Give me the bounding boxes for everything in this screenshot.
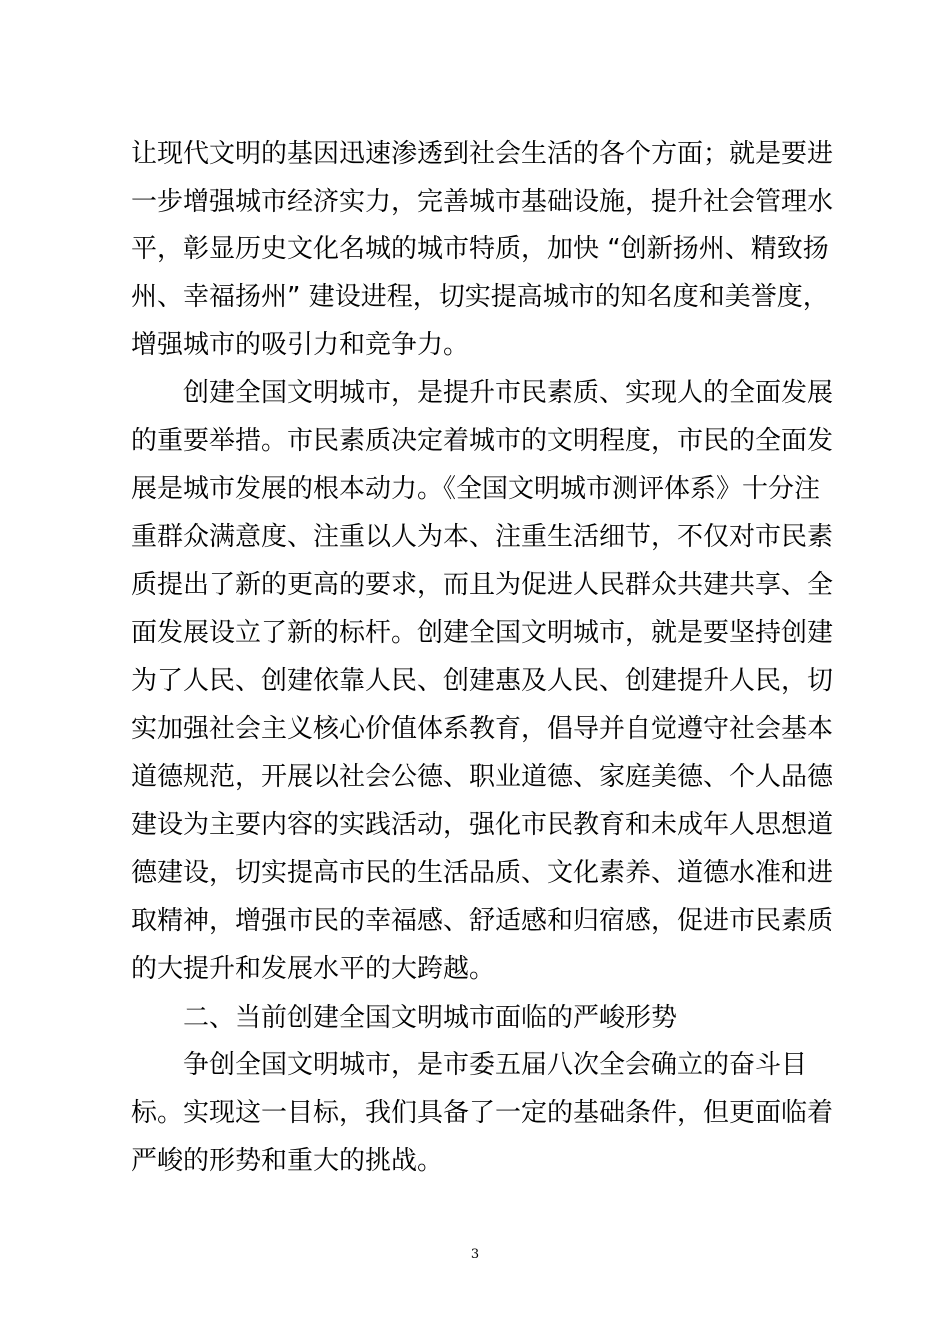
line-text: 面发展设立了新的标杆。创建全国文明城市，就是要坚持创建 (131, 618, 834, 648)
text-line (0, 425, 950, 457)
text-line (0, 857, 950, 889)
line-text: 实加强社会主义核心价值体系教育，倡导并自觉遵守社会基本 (131, 714, 834, 744)
text-line (0, 521, 950, 553)
line-text: 为了人民、创建依靠人民、创建惠及人民、创建提升人民，切 (131, 666, 834, 696)
line-text: 州、幸福扬州” 建设进程，切实提高城市的知名度和美誉度， (131, 282, 829, 312)
text-line (0, 473, 950, 505)
line-text: 的重要举措。市民素质决定着城市的文明程度，市民的全面发 (131, 426, 834, 456)
text-line (0, 281, 950, 313)
line-text: 创建全国文明城市，是提升市民素质、实现人的全面发展 (183, 378, 834, 408)
text-line (0, 905, 950, 937)
line-text: 平，彰显历史文化名城的城市特质，加快 “创新扬州、精致扬 (131, 234, 829, 264)
text-line (0, 233, 950, 265)
text-line (0, 809, 950, 841)
text-line (0, 761, 950, 793)
line-text: 展是城市发展的根本动力。《全国文明城市测评体系》十分注 (131, 474, 821, 504)
line-text: 建设为主要内容的实践活动，强化市民教育和未成年人思想道 (131, 810, 834, 840)
line-text: 争创全国文明城市，是市委五届八次全会确立的奋斗目 (183, 1050, 808, 1080)
text-line (0, 186, 950, 218)
line-text: 严峻的形势和重大的挑战。 (131, 1146, 444, 1176)
line-text: 增强城市的吸引力和竞争力。 (131, 330, 470, 360)
text-line (0, 665, 950, 697)
text-line (0, 138, 950, 170)
line-text: 德建设，切实提高市民的生活品质、文化素养、道德水准和进 (131, 858, 834, 888)
line-text: 的大提升和发展水平的大跨越。 (131, 954, 496, 984)
line-text: 标。实现这一目标，我们具备了一定的基础条件，但更面临着 (131, 1098, 834, 1128)
line-text: 道德规范，开展以社会公德、职业道德、家庭美德、个人品德 (131, 762, 834, 792)
text-line (0, 713, 950, 745)
text-line (0, 329, 950, 361)
text-line (0, 617, 950, 649)
line-text: 一步增强城市经济实力，完善城市基础设施，提升社会管理水 (131, 187, 834, 217)
line-text: 让现代文明的基因迅速渗透到社会生活的各个方面；就是要进 (131, 139, 834, 169)
line-text: 取精神，增强市民的幸福感、舒适感和归宿感，促进市民素质 (131, 906, 834, 936)
text-line (0, 377, 950, 409)
text-line (0, 953, 950, 985)
line-text: 重群众满意度、注重以人为本、注重生活细节，不仅对市民素 (131, 522, 834, 552)
text-line (0, 1049, 950, 1081)
line-text: 二、当前创建全国文明城市面临的严峻形势 (183, 1003, 678, 1033)
text-line (0, 569, 950, 601)
text-line (0, 1097, 950, 1129)
text-line (0, 1145, 950, 1177)
line-text: 质提出了新的更高的要求，而且为促进人民群众共建共享、全 (131, 570, 834, 600)
section-heading (0, 1002, 950, 1034)
page-number: 3 (470, 1247, 480, 1262)
